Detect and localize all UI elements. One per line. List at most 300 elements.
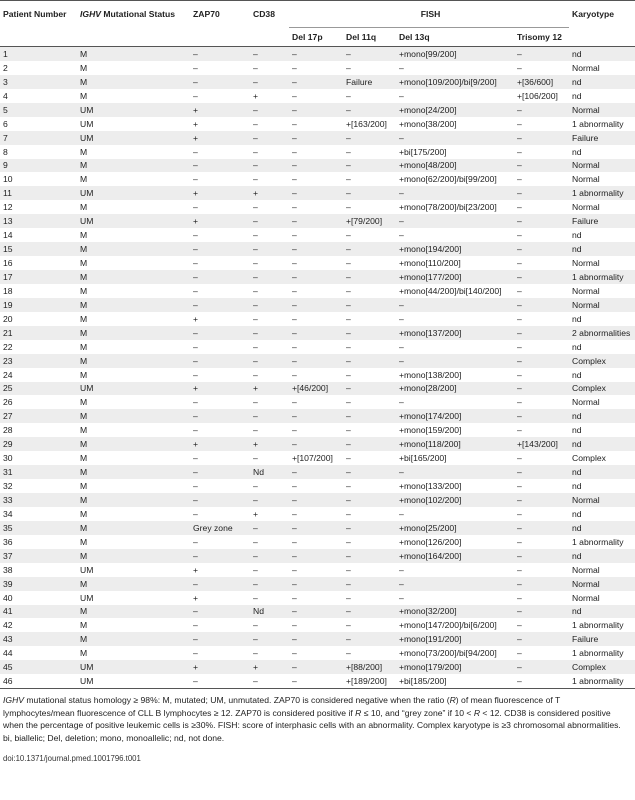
cell-patient-number: 32 [0,479,77,493]
cell-patient-number: 10 [0,172,77,186]
cell-del11q: – [343,284,396,298]
cell-del11q: – [343,61,396,75]
cell-del11q: – [343,507,396,521]
cell-del13q: +mono[174/200] [396,409,514,423]
cell-del13q: – [396,563,514,577]
table-row [0,382,635,396]
cell-ighv-status: UM [77,117,190,131]
cell-trisomy12: – [514,591,569,605]
cell-patient-number: 28 [0,423,77,437]
cell-del17p: – [289,479,343,493]
cell-patient-number: 38 [0,563,77,577]
cell-del17p: – [289,354,343,368]
cell-del13q: – [396,507,514,521]
table-row [0,465,635,479]
cell-cd38: – [250,117,289,131]
cell-del11q: – [343,270,396,284]
cell-del13q: – [396,577,514,591]
table-row [0,354,635,368]
cell-zap70: – [190,75,250,89]
cell-karyotype: 1 abnormality [569,535,635,549]
cell-ighv-status: M [77,256,190,270]
cell-trisomy12: – [514,214,569,228]
cell-del13q: +mono[118/200] [396,437,514,451]
cell-zap70: – [190,423,250,437]
cell-patient-number: 13 [0,214,77,228]
cell-zap70: – [190,326,250,340]
cell-patient-number: 22 [0,340,77,354]
table-row [0,256,635,270]
subheader-empty [250,28,289,47]
table-row [0,298,635,312]
cell-trisomy12: – [514,521,569,535]
cell-patient-number: 44 [0,646,77,660]
table-row [0,493,635,507]
cell-patient-number: 8 [0,145,77,159]
doi-label: doi:10.1371/journal.pmed.1001796.t001 [3,754,141,764]
cell-del11q: – [343,465,396,479]
cell-del17p: – [289,521,343,535]
cell-patient-number: 5 [0,103,77,117]
cell-del11q: – [343,326,396,340]
cell-del11q: – [343,382,396,396]
cell-patient-number: 30 [0,451,77,465]
cell-del17p: – [289,507,343,521]
cell-ighv-status: M [77,368,190,382]
cell-zap70: – [190,674,250,688]
cell-trisomy12: – [514,298,569,312]
cell-zap70: + [190,660,250,674]
cell-cd38: – [250,312,289,326]
cell-del11q: – [343,159,396,173]
table-row [0,591,635,605]
cell-ighv-status: M [77,89,190,103]
cell-cd38: + [250,507,289,521]
cell-karyotype: nd [569,479,635,493]
cell-karyotype: nd [569,549,635,563]
cell-karyotype: nd [569,465,635,479]
cell-trisomy12: – [514,61,569,75]
col-header-del13q: Del 13q [399,32,430,42]
cell-del11q: – [343,145,396,159]
cell-zap70: – [190,618,250,632]
cell-karyotype: Normal [569,298,635,312]
cell-trisomy12: – [514,312,569,326]
cell-del17p: – [289,409,343,423]
cell-del13q: +mono[126/200] [396,535,514,549]
cell-trisomy12: – [514,354,569,368]
cell-del17p: – [289,159,343,173]
col-header-zap70: ZAP70 [193,9,220,20]
cell-del17p: – [289,312,343,326]
cell-del17p: – [289,423,343,437]
subheader-empty [190,28,250,47]
cell-karyotype: nd [569,340,635,354]
cell-ighv-status: M [77,535,190,549]
cell-del17p: – [289,200,343,214]
cell-patient-number: 17 [0,270,77,284]
cell-del17p: – [289,145,343,159]
cell-karyotype: nd [569,47,635,61]
cell-zap70: – [190,270,250,284]
cell-patient-number: 39 [0,577,77,591]
cell-zap70: + [190,563,250,577]
cell-del13q: +mono[38/200] [396,117,514,131]
table-row [0,172,635,186]
subheader-empty [77,28,190,47]
cell-del11q: – [343,89,396,103]
cell-patient-number: 16 [0,256,77,270]
cell-del11q: – [343,605,396,619]
cell-karyotype: Normal [569,200,635,214]
cell-del17p: – [289,117,343,131]
cell-del11q: – [343,521,396,535]
subheader-empty [0,28,77,47]
cell-del17p: – [289,674,343,688]
cell-trisomy12: +[36/600] [514,75,569,89]
cell-ighv-status: UM [77,674,190,688]
cell-del17p: – [289,103,343,117]
cell-del17p: +[107/200] [289,451,343,465]
table-row [0,200,635,214]
cell-ighv-status: M [77,423,190,437]
cell-patient-number: 40 [0,591,77,605]
cell-zap70: – [190,493,250,507]
cell-ighv-status: M [77,354,190,368]
table-row [0,214,635,228]
cell-patient-number: 23 [0,354,77,368]
cell-patient-number: 21 [0,326,77,340]
cell-cd38: – [250,451,289,465]
cell-del17p: +[46/200] [289,382,343,396]
cell-del17p: – [289,591,343,605]
cell-zap70: – [190,395,250,409]
cell-del11q: – [343,103,396,117]
cell-patient-number: 37 [0,549,77,563]
cell-del13q: – [396,89,514,103]
cell-karyotype: Failure [569,131,635,145]
cell-ighv-status: M [77,200,190,214]
cell-zap70: – [190,159,250,173]
cell-trisomy12: – [514,256,569,270]
cell-cd38: – [250,103,289,117]
cell-karyotype: Complex [569,660,635,674]
cell-trisomy12: – [514,423,569,437]
cell-karyotype: Normal [569,103,635,117]
cell-del11q: – [343,47,396,61]
cell-del11q: – [343,298,396,312]
cell-ighv-status: UM [77,131,190,145]
cell-del11q: – [343,563,396,577]
table-row [0,563,635,577]
cell-del17p: – [289,395,343,409]
cell-del11q: – [343,312,396,326]
cell-karyotype: Complex [569,354,635,368]
cell-zap70: – [190,61,250,75]
cell-ighv-status: M [77,75,190,89]
cell-zap70: – [190,451,250,465]
footnote-text-4: < 12. CD38 is considered positive when the percentage of positive leukemic cells is ≥30%. FISH: score of interphasic cells with an abnormality. Complex karyotype is ≥3 chromosomal abnormalities. bi, biallelic; Del, deletion; mono, monoallelic; nd, not done. [3,707,621,743]
table-row [0,423,635,437]
col-header-del17p: Del 17p [292,32,323,42]
cell-del13q: +mono[25/200] [396,521,514,535]
cell-ighv-status: M [77,298,190,312]
col-header-karyotype: Karyotype [572,9,615,20]
cell-zap70: – [190,479,250,493]
cell-cd38: – [250,521,289,535]
cell-cd38: – [250,75,289,89]
table-row [0,284,635,298]
cell-karyotype: Complex [569,382,635,396]
cell-del13q: +bi[185/200] [396,674,514,688]
cell-zap70: – [190,577,250,591]
cell-del13q: +mono[138/200] [396,368,514,382]
cell-del17p: – [289,298,343,312]
cell-trisomy12: – [514,465,569,479]
cell-del17p: – [289,632,343,646]
cell-del11q: – [343,368,396,382]
col-header-cd38: CD38 [253,9,275,20]
cell-zap70: + [190,103,250,117]
cell-del17p: – [289,563,343,577]
cell-del11q: – [343,646,396,660]
cell-patient-number: 14 [0,228,77,242]
table-row [0,451,635,465]
cell-del17p: – [289,437,343,451]
cell-del13q: +bi[165/200] [396,451,514,465]
cell-ighv-status: M [77,159,190,173]
table-row [0,75,635,89]
cell-cd38: – [250,618,289,632]
cell-karyotype: nd [569,507,635,521]
cell-cd38: – [250,284,289,298]
cell-del11q: – [343,549,396,563]
cell-trisomy12: +[143/200] [514,437,569,451]
cell-del13q: – [396,465,514,479]
cell-del13q: – [396,61,514,75]
cell-del11q: – [343,451,396,465]
cell-del11q: – [343,186,396,200]
cell-trisomy12: – [514,242,569,256]
cell-ighv-status: M [77,493,190,507]
table-row [0,535,635,549]
cell-cd38: – [250,256,289,270]
cell-patient-number: 2 [0,61,77,75]
cell-patient-number: 9 [0,159,77,173]
cell-zap70: – [190,605,250,619]
cell-del13q: – [396,395,514,409]
cell-del13q: – [396,340,514,354]
cell-patient-number: 24 [0,368,77,382]
cell-trisomy12: – [514,270,569,284]
subheader-empty [569,28,635,47]
cell-patient-number: 46 [0,674,77,688]
cell-cd38: Nd [250,605,289,619]
table-row [0,368,635,382]
cell-karyotype: nd [569,368,635,382]
cell-karyotype: Normal [569,493,635,507]
cell-ighv-status: UM [77,382,190,396]
cell-trisomy12: – [514,47,569,61]
cell-del13q: +mono[177/200] [396,270,514,284]
cell-ighv-status: M [77,521,190,535]
cell-ighv-status: M [77,451,190,465]
table-row [0,270,635,284]
table-row [0,159,635,173]
cell-del13q: – [396,131,514,145]
footnote-text-3: ≤ 10, and “grey zone” if 10 < [361,707,474,718]
cell-patient-number: 42 [0,618,77,632]
cell-ighv-status: M [77,145,190,159]
cell-trisomy12: – [514,368,569,382]
cell-karyotype: nd [569,312,635,326]
table-row [0,242,635,256]
cell-cd38: + [250,437,289,451]
cell-del11q: – [343,172,396,186]
cell-trisomy12: – [514,228,569,242]
cell-zap70: – [190,535,250,549]
cell-karyotype: nd [569,521,635,535]
cell-cd38: – [250,242,289,256]
cell-cd38: – [250,535,289,549]
cell-del17p: – [289,89,343,103]
cell-trisomy12: – [514,103,569,117]
cell-cd38: – [250,159,289,173]
cell-zap70: – [190,549,250,563]
cell-trisomy12: – [514,577,569,591]
cell-del11q: – [343,591,396,605]
cell-trisomy12: – [514,395,569,409]
cell-patient-number: 7 [0,131,77,145]
table-row [0,618,635,632]
cell-zap70: – [190,145,250,159]
cell-cd38: – [250,326,289,340]
footnote-ighv: IGHV [3,695,25,706]
cell-zap70: – [190,368,250,382]
cell-karyotype: 1 abnormality [569,270,635,284]
cell-del13q: +mono[32/200] [396,605,514,619]
cell-karyotype: nd [569,409,635,423]
cell-del13q: – [396,354,514,368]
cell-cd38: – [250,409,289,423]
cell-karyotype: nd [569,605,635,619]
cell-cd38: – [250,591,289,605]
cell-trisomy12: +[106/200] [514,89,569,103]
cell-cd38: – [250,340,289,354]
table-row [0,340,635,354]
cell-trisomy12: – [514,382,569,396]
cell-ighv-status: M [77,312,190,326]
cell-cd38: – [250,493,289,507]
cell-patient-number: 31 [0,465,77,479]
cell-karyotype: 2 abnormalities [569,326,635,340]
table-row [0,409,635,423]
cell-ighv-status: UM [77,660,190,674]
table-footnote [0,689,635,744]
cell-patient-number: 18 [0,284,77,298]
cell-trisomy12: – [514,646,569,660]
cell-patient-number: 27 [0,409,77,423]
cell-del17p: – [289,228,343,242]
cell-del11q: – [343,577,396,591]
cell-del13q: +mono[147/200]/bi[6/200] [396,618,514,632]
cell-patient-number: 34 [0,507,77,521]
cell-cd38: – [250,549,289,563]
cell-del13q: +mono[159/200] [396,423,514,437]
cell-karyotype: nd [569,228,635,242]
table-row [0,312,635,326]
cell-ighv-status: M [77,284,190,298]
cell-del11q: – [343,618,396,632]
cell-del11q: +[79/200] [343,214,396,228]
cell-trisomy12: – [514,186,569,200]
cell-cd38: – [250,423,289,437]
table-row [0,186,635,200]
table-row [0,61,635,75]
cell-karyotype: Failure [569,632,635,646]
col-header-del11q: Del 11q [346,32,377,42]
cell-ighv-status: M [77,61,190,75]
cell-karyotype: 1 abnormality [569,618,635,632]
table-row [0,228,635,242]
cell-patient-number: 6 [0,117,77,131]
cell-del13q: +mono[73/200]/bi[94/200] [396,646,514,660]
cell-cd38: – [250,674,289,688]
cell-ighv-status: M [77,47,190,61]
cell-del13q: +mono[44/200]/bi[140/200] [396,284,514,298]
cell-trisomy12: – [514,660,569,674]
cell-del17p: – [289,326,343,340]
cell-zap70: – [190,465,250,479]
cell-cd38: – [250,47,289,61]
cell-zap70: – [190,172,250,186]
cell-cd38: + [250,660,289,674]
cell-ighv-status: M [77,632,190,646]
cell-del17p: – [289,618,343,632]
cell-ighv-status: M [77,479,190,493]
cell-patient-number: 36 [0,535,77,549]
cell-cd38: – [250,563,289,577]
cell-del11q: Failure [343,75,396,89]
cell-del13q: +mono[110/200] [396,256,514,270]
cell-karyotype: 1 abnormality [569,674,635,688]
cell-del17p: – [289,577,343,591]
table-row [0,131,635,145]
cell-cd38: + [250,89,289,103]
table-row [0,605,635,619]
cell-del17p: – [289,256,343,270]
cell-ighv-status: M [77,577,190,591]
table-row [0,89,635,103]
cell-del11q: – [343,340,396,354]
cell-del17p: – [289,47,343,61]
cell-del13q: +mono[133/200] [396,479,514,493]
table-row [0,437,635,451]
cell-patient-number: 25 [0,382,77,396]
cell-del11q: +[88/200] [343,660,396,674]
cell-trisomy12: – [514,117,569,131]
cell-del13q: – [396,228,514,242]
cell-ighv-status: M [77,242,190,256]
table-row [0,145,635,159]
cell-del11q: – [343,479,396,493]
table-row [0,577,635,591]
cell-del17p: – [289,660,343,674]
cell-ighv-status: M [77,507,190,521]
cell-del13q: +bi[175/200] [396,145,514,159]
cell-del17p: – [289,368,343,382]
cell-trisomy12: – [514,159,569,173]
